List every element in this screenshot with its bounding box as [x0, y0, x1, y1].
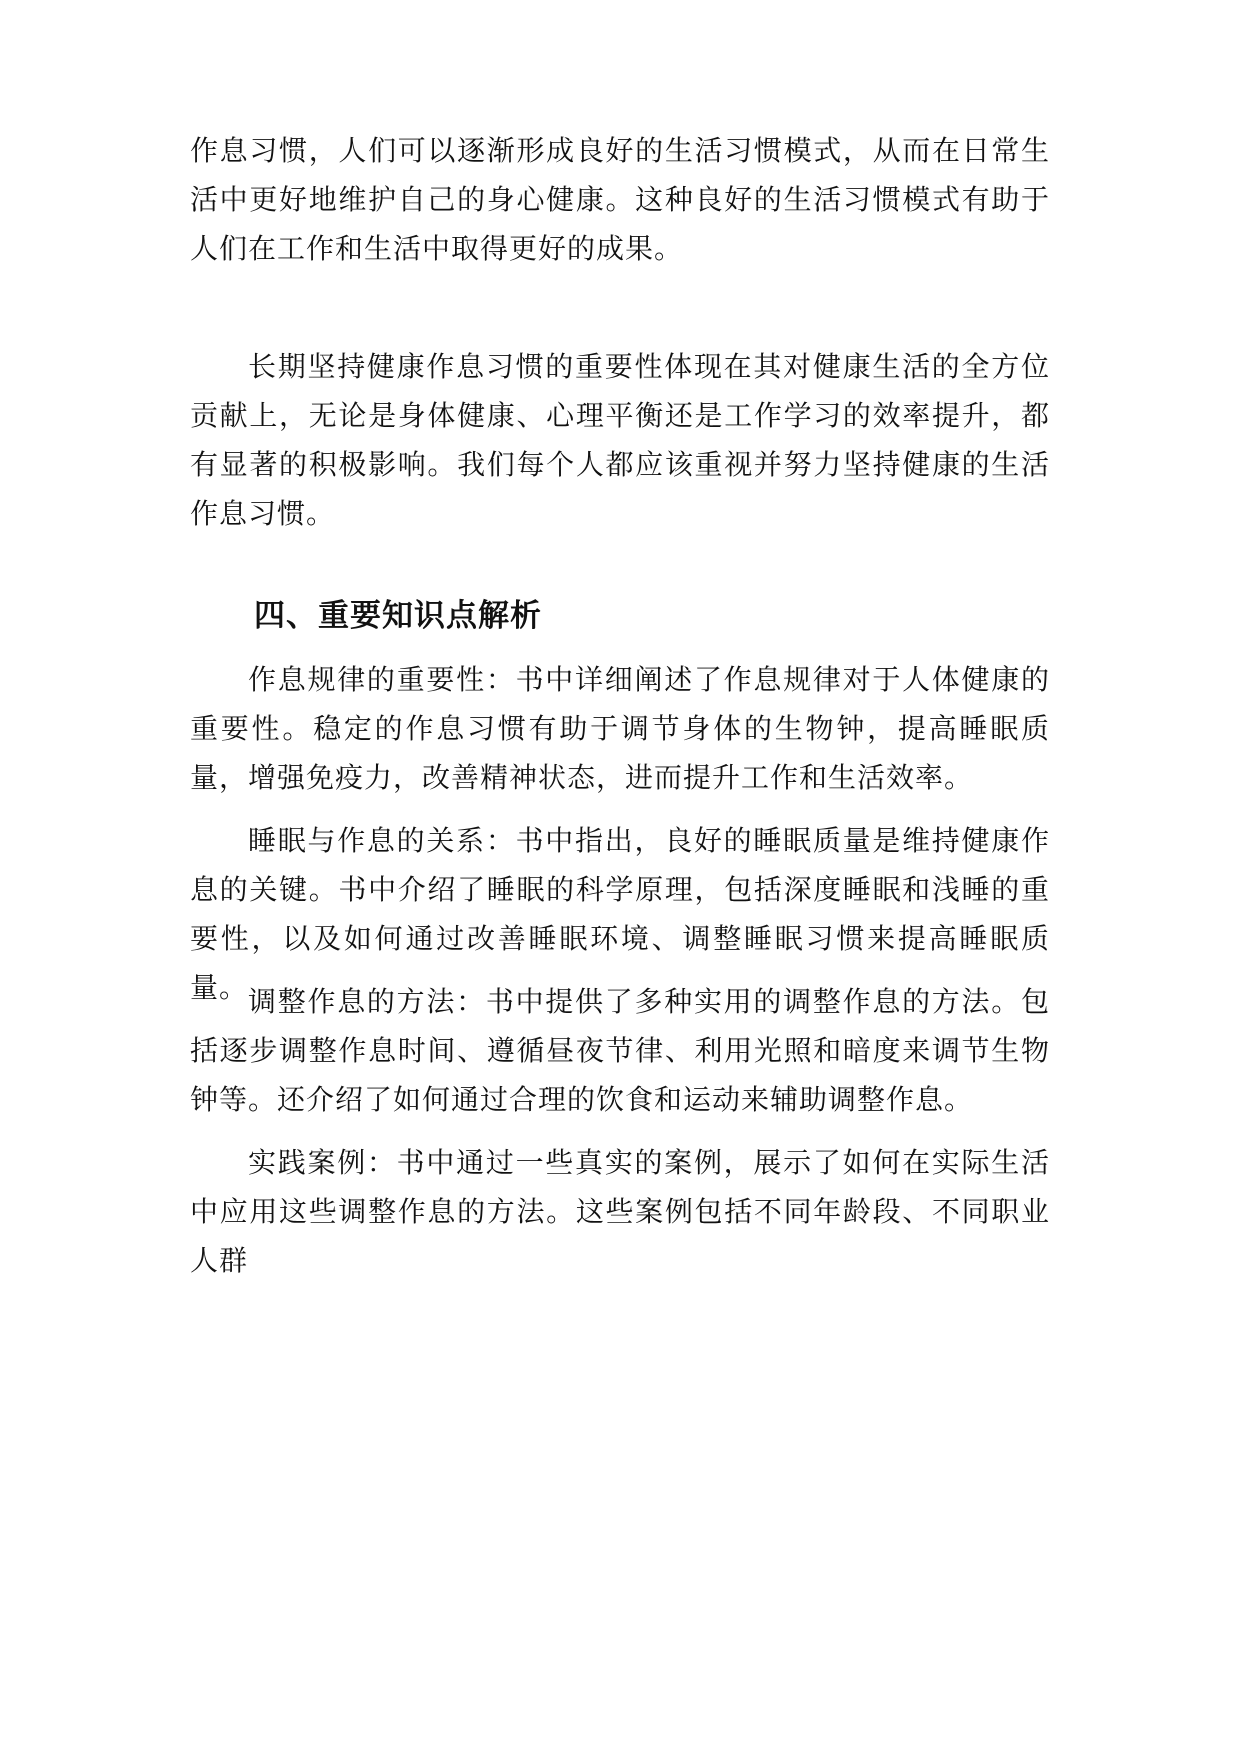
paragraph-knowledge-point: 实践案例：书中通过一些真实的案例，展示了如何在实际生活中应用这些调整作息的方法。这些案例包括不同年龄段、不同职业人群 — [190, 1146, 1050, 1277]
section-heading: 四、重要知识点解析 — [254, 598, 542, 634]
paragraph-knowledge-point: 作息规律的重要性：书中详细阐述了作息规律对于人体健康的重要性。稳定的作息习惯有助于调节身体的生物钟，提高睡眠质量，增强免疫力，改善精神状态，进而提升工作和生活效率。 — [190, 663, 1050, 794]
document-page — [190, 126, 1050, 1277]
paragraph-knowledge-point: 睡眠与作息的关系：书中指出，良好的睡眠质量是维持健康作息的关键。书中介绍了睡眠的科学原理，包括深度睡眠和浅睡的重要性，以及如何通过改善睡眠环境、调整睡眠习惯来提高睡眠质量。 — [190, 824, 1050, 1004]
paragraph-long-term-importance: 长期坚持健康作息习惯的重要性体现在其对健康生活的全方位贡献上，无论是身体健康、心理平衡还是工作学习的效率提升，都有显著的积极影响。我们每个人都应该重视并努力坚持健康的生活作息习惯。 — [190, 350, 1050, 530]
paragraph-knowledge-point: 调整作息的方法：书中提供了多种实用的调整作息的方法。包括逐步调整作息时间、遵循昼夜节律、利用光照和暗度来调节生物钟等。还介绍了如何通过合理的饮食和运动来辅助调整作息。 — [190, 985, 1050, 1116]
paragraph-intro-continuation: 作息习惯，人们可以逐渐形成良好的生活习惯模式，从而在日常生活中更好地维护自己的身心健康。这种良好的生活习惯模式有助于人们在工作和生活中取得更好的成果。 — [190, 134, 1050, 265]
